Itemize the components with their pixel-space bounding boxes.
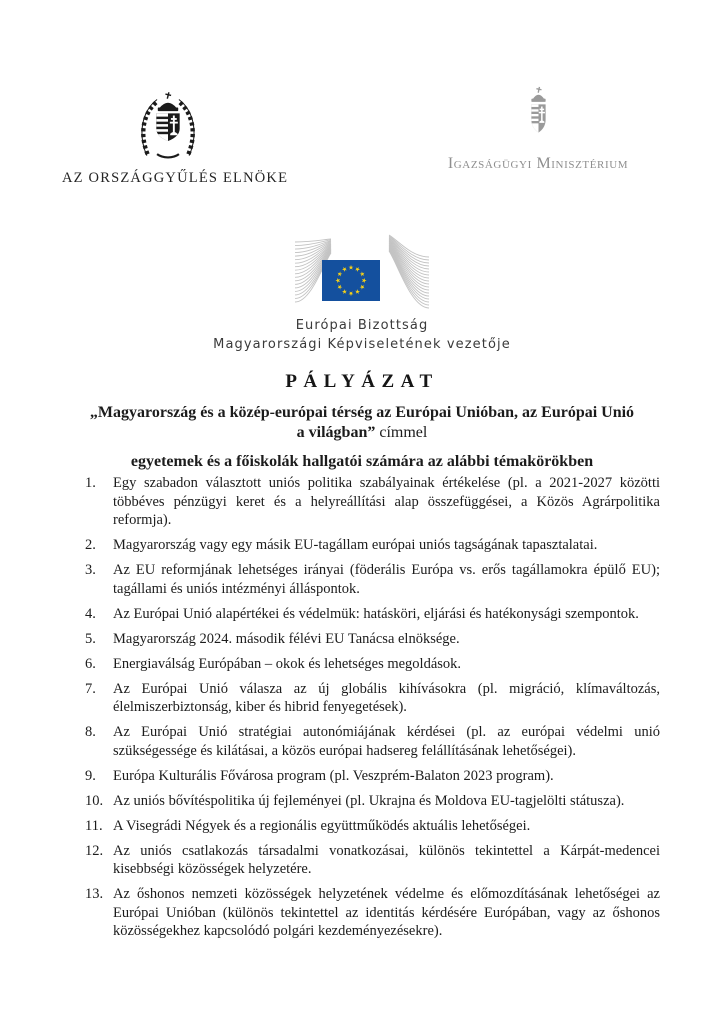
topic-item (85, 723, 660, 760)
eu-flag-icon (322, 260, 380, 301)
topic-text: Egy szabadon választott uniós politika szabályainak értékelése (pl. a 2021-2027 közötti többéves pénzügyi keret és a helyreállítási alap összefüggései, a Közös Agrárpolitika reformja). (113, 475, 660, 528)
topic-number: 6. (85, 655, 96, 672)
topic-number: 8. (85, 724, 96, 740)
topic-number: 7. (85, 680, 96, 697)
topic-item (85, 655, 660, 674)
topic-number: 10. (85, 792, 104, 809)
topic-number: 11. (85, 817, 103, 834)
topic-number: 13. (85, 886, 104, 902)
topic-item (85, 792, 660, 811)
topic-text: Az őshonos nemzeti közösségek helyzetének védelme és előmozdításának lehetőségei az Európai Unióban (különös tekintettel az identitás kérdésére Európában, vagy az őshonos közösségekhez kapcsolódó polgári kezdeményezésekre). (113, 886, 660, 939)
topic-item (85, 767, 660, 786)
topic-item (85, 474, 660, 530)
topic-text: Energiaválság Európában – okok és lehetséges megoldások. (113, 655, 462, 672)
topic-number: 5. (85, 630, 96, 647)
subtitle-line1: „Magyarország és a közép-európai térség az Európai Unióban, az Európai Unió (89, 404, 635, 421)
ministry-coat-of-arms-icon (520, 86, 557, 148)
eu-commission-logo-icon (295, 233, 429, 309)
topic-text: Magyarország 2024. második félévi EU Tanácsa elnöksége. (113, 630, 460, 647)
topic-number: 12. (85, 842, 104, 859)
eu-commission-block (0, 233, 724, 354)
topic-text: Az Európai Unió stratégiai autonómiájának kérdései (pl. az európai védelmi unió szükségessége és kilátásai, a közös európai hadsereg felállításának lehetőségei). (113, 724, 660, 759)
hungarian-coat-of-arms-icon (135, 90, 201, 160)
topic-number: 4. (85, 605, 96, 622)
topic-item (85, 561, 660, 598)
topic-number: 9. (85, 767, 96, 784)
eu-representation-title: Magyarországi Képviseletének vezetője (213, 337, 511, 352)
topic-item (85, 605, 660, 624)
page-title: PÁLYÁZAT (285, 371, 439, 392)
topic-number: 3. (85, 562, 96, 578)
topic-number: 1. (85, 475, 96, 491)
subtitle-line2-suffix: címmel (375, 423, 428, 441)
title-block (40, 371, 684, 471)
topic-text: Az uniós bővítéspolitika új fejleményei (pl. Ukrajna és Moldova EU-tagjelölti státusza). (113, 792, 625, 809)
holy-crown-icon (531, 86, 545, 102)
eu-commission-name: Európai Bizottság (295, 318, 429, 333)
topic-text: A Visegrádi Négyek és a regionális együttműködés aktuális lehetőségei. (113, 817, 531, 834)
topic-item (85, 842, 660, 879)
topic-text: Magyarország vagy egy másik EU-tagállam európai uniós tagságának tapasztalatai. (113, 537, 598, 553)
stripe-fan-right (389, 233, 429, 309)
ministry-logo-block (445, 86, 631, 173)
topics-list (85, 474, 660, 947)
topic-text: Európa Kulturális Fővárosa program (pl. Veszprém-Balaton 2023 program). (113, 767, 554, 784)
topic-text: Az EU reformjának lehetséges irányai (föderális Európa vs. erős tagállamokra épülő EU); tagállami és uniós intézményi álláspontok. (113, 562, 660, 597)
topic-item (85, 536, 660, 555)
topic-text: Az uniós csatlakozás társadalmi vonatkozásai, különös tekintettel a Kárpát-medencei kisebbségi közösségek helyzetére. (113, 842, 660, 877)
topic-number: 2. (85, 537, 96, 553)
topic-item (85, 630, 660, 649)
holy-crown-icon (158, 92, 178, 112)
call-subtitle (42, 403, 682, 442)
subtitle-line2-quoted: a világban” (296, 423, 376, 441)
topic-item (85, 885, 660, 941)
topic-item (85, 817, 660, 836)
parliament-logo-block (62, 90, 289, 187)
ministry-caption: Igazságügyi Minisztérium (447, 155, 629, 172)
topic-item (85, 680, 660, 717)
audience-line: egyetemek és a főiskolák hallgatói számára az alábbi témakörökben (130, 453, 594, 470)
topic-text: Az Európai Unió válasza az új globális kihívásokra (pl. migráció, klímaváltozás, élelmiszerbiztonság, kiber és hibrid fenyegetések). (113, 680, 660, 715)
parliament-caption: AZ ORSZÁGGYŰLÉS ELNÖKE (62, 170, 289, 186)
topic-text: Az Európai Unió alapértékei és védelmük: hatásköri, eljárási és hatékonysági szempontok. (113, 605, 639, 622)
